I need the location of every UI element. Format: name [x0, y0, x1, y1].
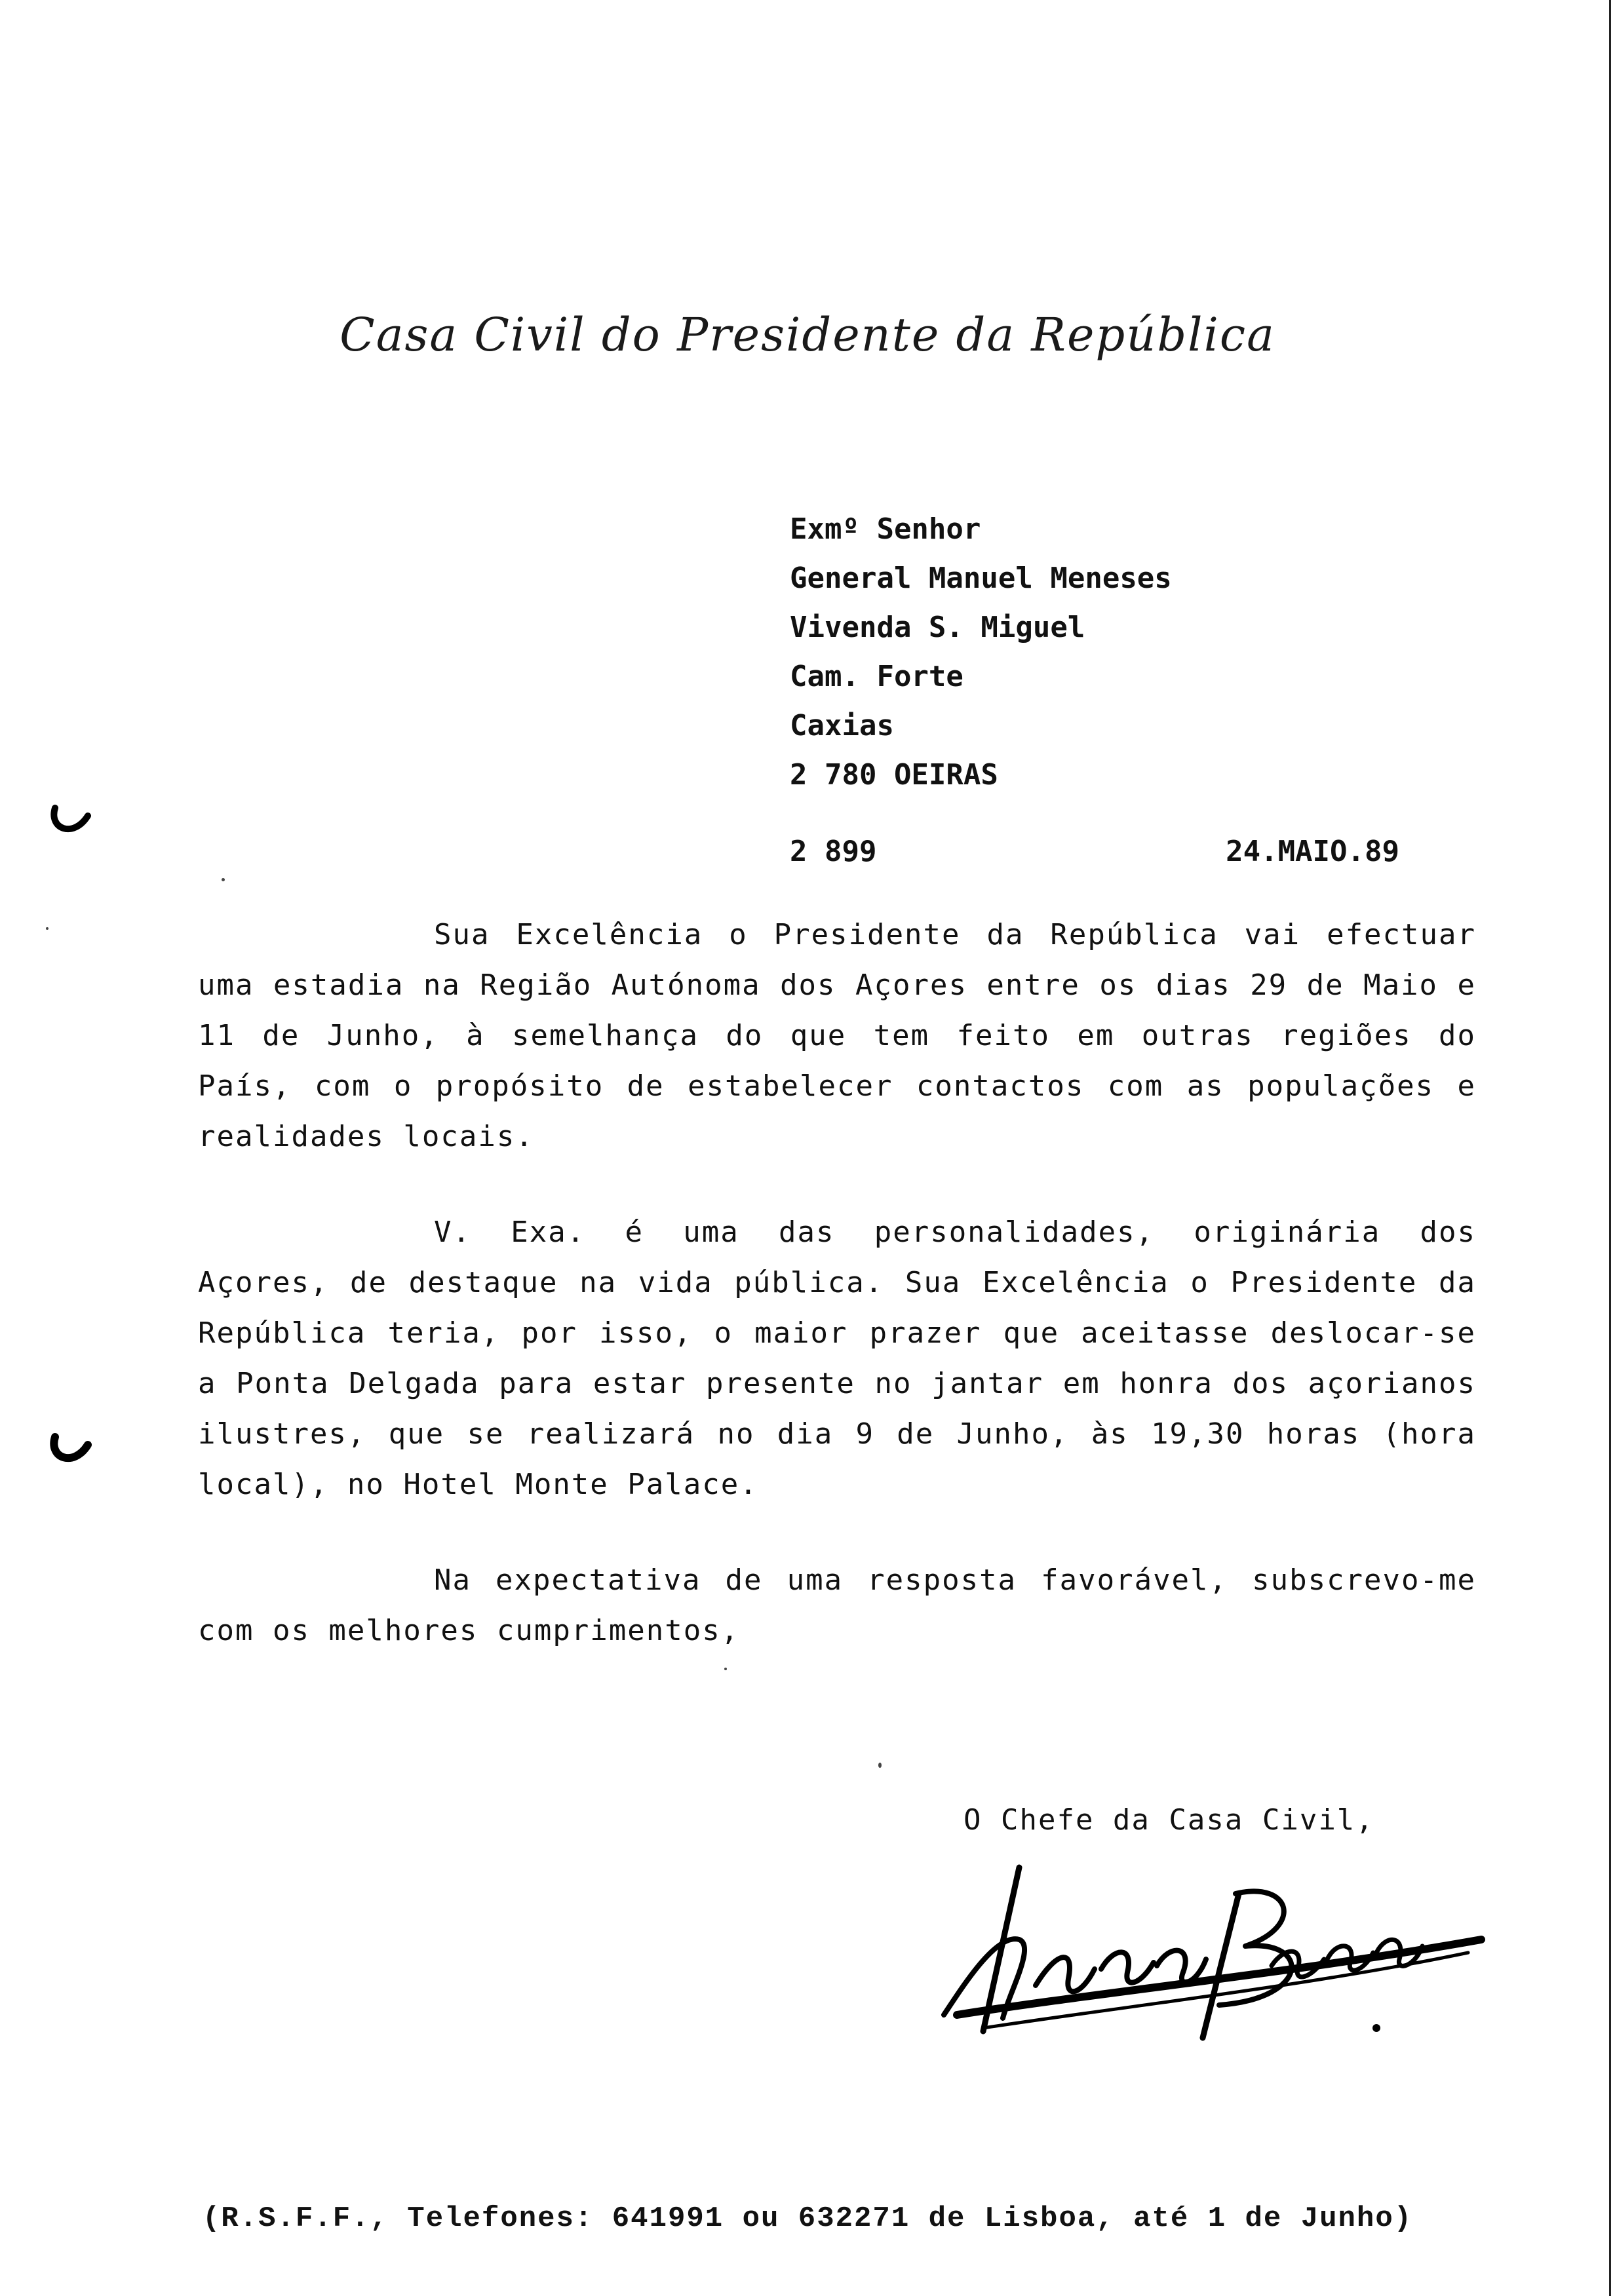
- body-paragraph: Na expectativa de uma resposta favorável, subscrevo-me com os melhores cumprimentos,: [198, 1563, 1476, 1647]
- scan-speck: [222, 878, 225, 881]
- address-line: Cam. Forte: [790, 660, 963, 693]
- closing-line: O Chefe da Casa Civil,: [963, 1803, 1374, 1837]
- body-paragraph: V. Exa. é uma das personalidades, originária dos Açores, de destaque na vida pública. Sua Excelência o Presidente da República teria, por isso, o maior prazer que aceitasse deslocar-se a Ponta Delgada para estar presente no jantar em honra dos açorianos ilustres, que se realizará no dia 9 de Junho, às 19,30 horas (hora local), no Hotel Monte Palace.: [198, 1215, 1476, 1501]
- address-line: Exmº Senhor: [790, 512, 981, 546]
- scan-speck: [46, 927, 49, 930]
- letter-date: 24.MAIO.89: [1226, 835, 1399, 868]
- address-line: Caxias: [790, 709, 894, 742]
- punch-hole-mark: [47, 1432, 93, 1471]
- signature-dot: [1372, 2024, 1380, 2032]
- scan-speck: [878, 1763, 882, 1768]
- letter-body: [198, 909, 1476, 1701]
- address-line: General Manuel Meneses: [790, 562, 1172, 595]
- recipient-address: [790, 505, 1172, 799]
- address-line: 2 780 OEIRAS: [790, 758, 998, 792]
- footer-note: (R.S.F.F., Telefones: 641991 ou 632271 de Lisboa, até 1 de Junho): [202, 2202, 1413, 2235]
- address-line: Vivenda S. Miguel: [790, 611, 1085, 644]
- body-paragraph: Sua Excelência o Presidente da República vai efectuar uma estadia na Região Autónoma dos Açores entre os dias 29 de Maio e 11 de Junho, à semelhança do que tem feito em outras regiões do País, com o propósito de estabelecer contactos com as populações e realidades locais.: [198, 918, 1476, 1153]
- reference-number: 2 899: [790, 835, 877, 868]
- letterhead: Casa Civil do Presidente da República: [340, 308, 1275, 362]
- punch-hole-mark: [47, 803, 93, 842]
- scan-speck: [724, 1668, 727, 1670]
- signature-image: [905, 1854, 1494, 2051]
